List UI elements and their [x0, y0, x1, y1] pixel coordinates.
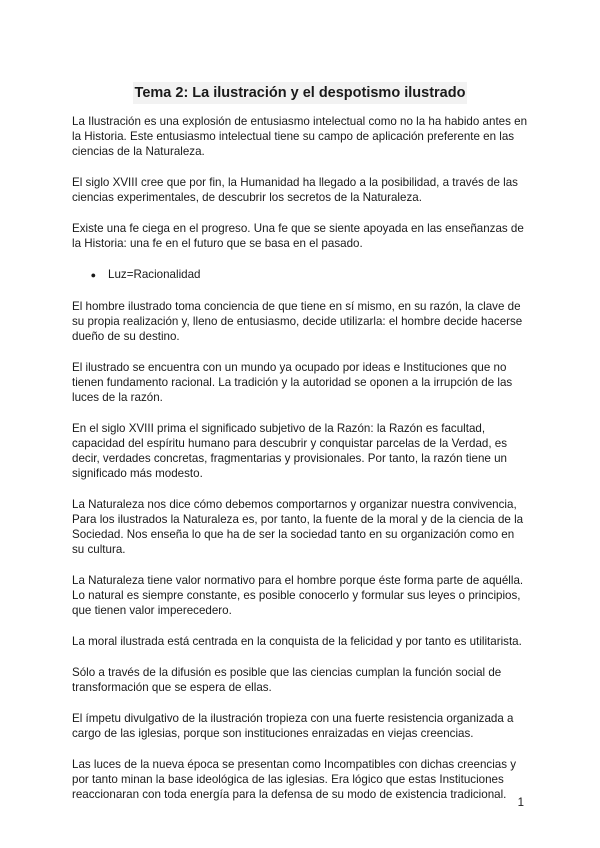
paragraph: La Naturaleza nos dice cómo debemos comportarnos y organizar nuestra convivencia, Para los ilustrados la Naturaleza es, por tanto, la fuente de la moral y de la ciencia de la Sociedad. Nos enseña lo que ha de ser la sociedad tanto en su organización como en su cultura.	[72, 498, 524, 556]
document-body	[72, 114, 528, 818]
paragraph: La Ilustración es una explosión de entusiasmo intelectual como no la ha habido antes en la Historia. Este entusiasmo intelectual tiene su campo de aplicación preferente en las ciencias de la Naturaleza.	[72, 115, 528, 158]
title-wrap	[0, 82, 600, 104]
paragraph: El hombre ilustrado toma conciencia de que tiene en sí mismo, en su razón, la clave de su propia realización y, lleno de entusiasmo, decide utilizarla: el hombre decide hacerse dueño de su destino.	[72, 300, 523, 343]
bullet-text: Luz=Racionalidad	[108, 268, 201, 281]
paragraph: Sólo a través de la difusión es posible que las ciencias cumplan la función social de transformación que se espera de ellas.	[72, 666, 502, 694]
paragraph: Las luces de la nueva época se presentan como Incompatibles con dichas creencias y por tanto minan la base ideológica de las iglesias. Era lógico que estas Instituciones reaccionaran con toda energía para la defensa de su modo de existencia tradicional.	[72, 758, 517, 801]
paragraph: El siglo XVIII cree que por fin, la Humanidad ha llegado a la posibilidad, a través de las ciencias experimentales, de descubrir los secretos de la Naturaleza.	[72, 176, 518, 204]
paragraph: La moral ilustrada está centrada en la conquista de la felicidad y por tanto es utilitarista.	[72, 635, 522, 648]
paragraph: El ímpetu divulgativo de la ilustración tropieza con una fuerte resistencia organizada a cargo de las iglesias, porque son instituciones enraizadas en viejas creencias.	[72, 712, 514, 740]
paragraph: Existe una fe ciega en el progreso. Una fe que se siente apoyada en las enseñanzas de la Historia: una fe en el futuro que se basa en el pasado.	[72, 222, 524, 250]
paragraph: La Naturaleza tiene valor normativo para el hombre porque éste forma parte de aquélla. Lo natural es siempre constante, es posible conocerlo y formular sus leyes o principios, que tienen valor imperecedero.	[72, 574, 524, 617]
page-title: Tema 2: La ilustración y el despotismo ilustrado	[133, 82, 468, 104]
paragraph: En el siglo XVIII prima el significado subjetivo de la Razón: la Razón es facultad, capacidad del espíritu humano para descubrir y conquistar parcelas de la Verdad, es decir, verdades concretas, fragmentarias y provisionales. Por tanto, la razón tiene un significado más modesto.	[72, 422, 508, 480]
bullet-item	[72, 267, 528, 283]
paragraph: El ilustrado se encuentra con un mundo ya ocupado por ideas e Instituciones que no tienen fundamento racional. La tradición y la autoridad se oponen a la irrupción de las luces de la razón.	[72, 361, 513, 404]
page-number: 1	[517, 797, 524, 809]
bullet-icon: ●	[90, 270, 96, 280]
